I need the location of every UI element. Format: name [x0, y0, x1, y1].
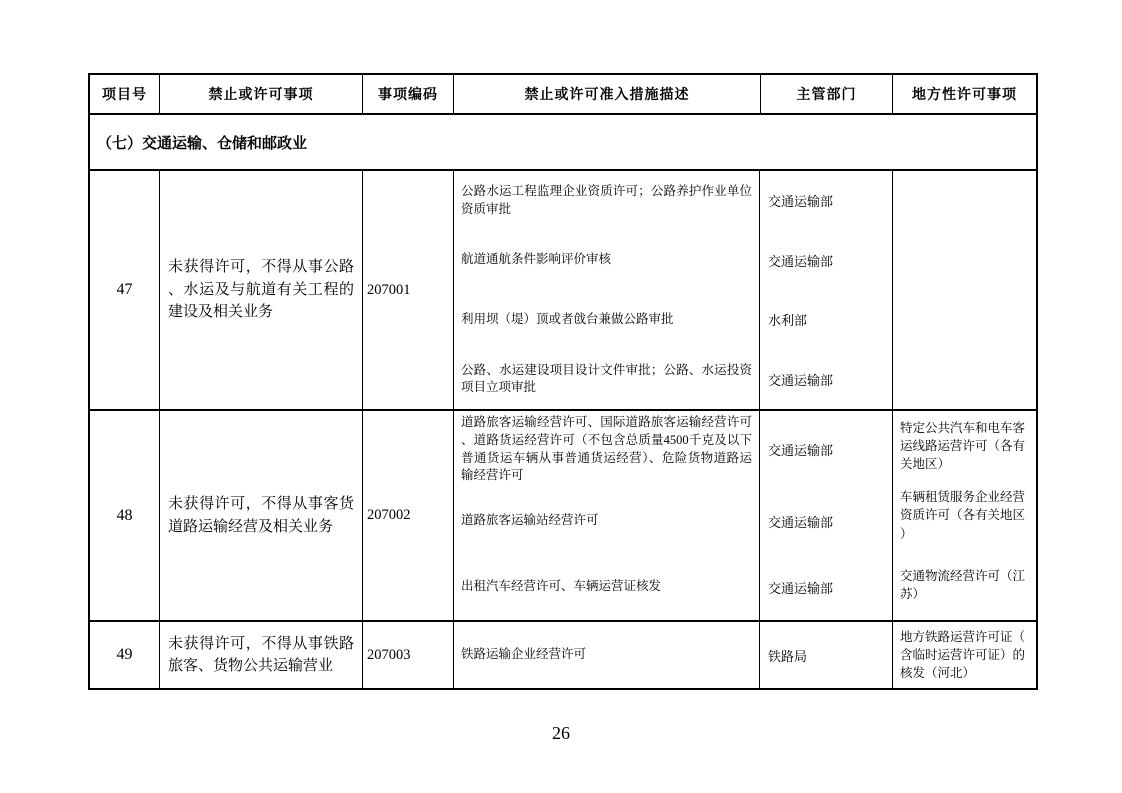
measure-description [454, 411, 760, 488]
local-permit [893, 550, 1036, 620]
measure-description-text: 公路水运工程监理企业资质许可；公路养护作业单位资质审批 [461, 184, 752, 216]
competent-department: 水利部 [768, 313, 808, 329]
local-permit [893, 411, 1036, 481]
item-number: 49 [90, 622, 160, 688]
local-permits-empty [893, 171, 1036, 411]
local-permits [893, 411, 1036, 622]
prohibited-matter-text: 未获得许可，不得从事铁路旅客、货物公共运输营业 [168, 635, 354, 674]
measures-block [454, 411, 893, 622]
measure-description [454, 290, 760, 350]
section-header-transport: （七）交通运输、仓储和邮政业 [90, 115, 1036, 171]
local-permit-text: 特定公共汽车和电车客运线路运营许可（各有关地区） [900, 420, 1026, 471]
column-header-matter: 禁止或许可事项 [160, 75, 363, 115]
measure-description-text: 利用坝（堤）顶或者戗台兼做公路审批 [461, 311, 674, 326]
competent-department: 交通运输部 [768, 372, 834, 388]
measure-description-text: 铁路运输企业经营许可 [461, 647, 587, 662]
measure-description-text: 道路旅客运输经营许可、国际道路旅客运输经营许可、道路货运经营许可（不包含总质量4500千克及以下普通货运车辆从事普通货运经营）、危险货物道路运输经营许可 [461, 415, 752, 483]
access-list-table [88, 73, 1038, 690]
measure-description-text: 出租汽车经营许可、车辆运营证核发 [461, 579, 662, 594]
measures-block [454, 171, 893, 411]
local-permit [893, 622, 1036, 688]
prohibited-matter [160, 171, 363, 411]
measures-block [454, 622, 893, 688]
measure-description-text: 航道通航条件影响评价审核 [461, 252, 612, 267]
matter-code: 207002 [363, 411, 454, 622]
measure-description [454, 171, 760, 231]
local-permits [893, 622, 1036, 688]
measure-description [454, 350, 760, 410]
measure-description [454, 488, 760, 554]
competent-department: 铁路局 [768, 648, 808, 664]
local-permit-text: 地方铁路运营许可证（含临时运营许可证）的核发（河北） [900, 629, 1026, 681]
measure-description [454, 622, 760, 688]
column-header-item-no: 项目号 [90, 75, 160, 115]
measure-description [454, 231, 760, 291]
prohibited-matter [160, 622, 363, 688]
measure-description-text: 公路、水运建设项目设计文件审批；公路、水运投资项目立项审批 [461, 362, 752, 395]
item-number: 47 [90, 171, 160, 411]
competent-department: 交通运输部 [768, 253, 834, 269]
column-header-local-permits: 地方性许可事项 [893, 75, 1036, 115]
matter-code: 207003 [363, 622, 454, 688]
competent-department: 交通运输部 [768, 194, 834, 210]
column-header-measures: 禁止或许可准入措施描述 [454, 75, 761, 115]
competent-department: 交通运输部 [768, 443, 834, 458]
column-header-code: 事项编码 [363, 75, 454, 115]
local-permit-text: 车辆租赁服务企业经营资质许可（各有关地区） [900, 490, 1026, 541]
column-header-department: 主管部门 [761, 75, 893, 115]
prohibited-matter [160, 411, 363, 622]
competent-department: 交通运输部 [768, 580, 834, 596]
matter-code: 207001 [363, 171, 454, 411]
local-permit-text: 交通物流经营许可（江苏） [900, 569, 1026, 602]
measure-description-text: 道路旅客运输站经营许可 [461, 513, 599, 528]
competent-department: 交通运输部 [768, 514, 834, 530]
prohibited-matter-text: 未获得许可，不得从事客货道路运输经营及相关业务 [168, 496, 354, 535]
page-number: 26 [552, 723, 570, 743]
prohibited-matter-text: 未获得许可，不得从事公路、水运及与航道有关工程的建设及相关业务 [168, 259, 354, 321]
measure-description [454, 554, 760, 620]
item-number: 48 [90, 411, 160, 622]
local-permit [893, 481, 1036, 551]
